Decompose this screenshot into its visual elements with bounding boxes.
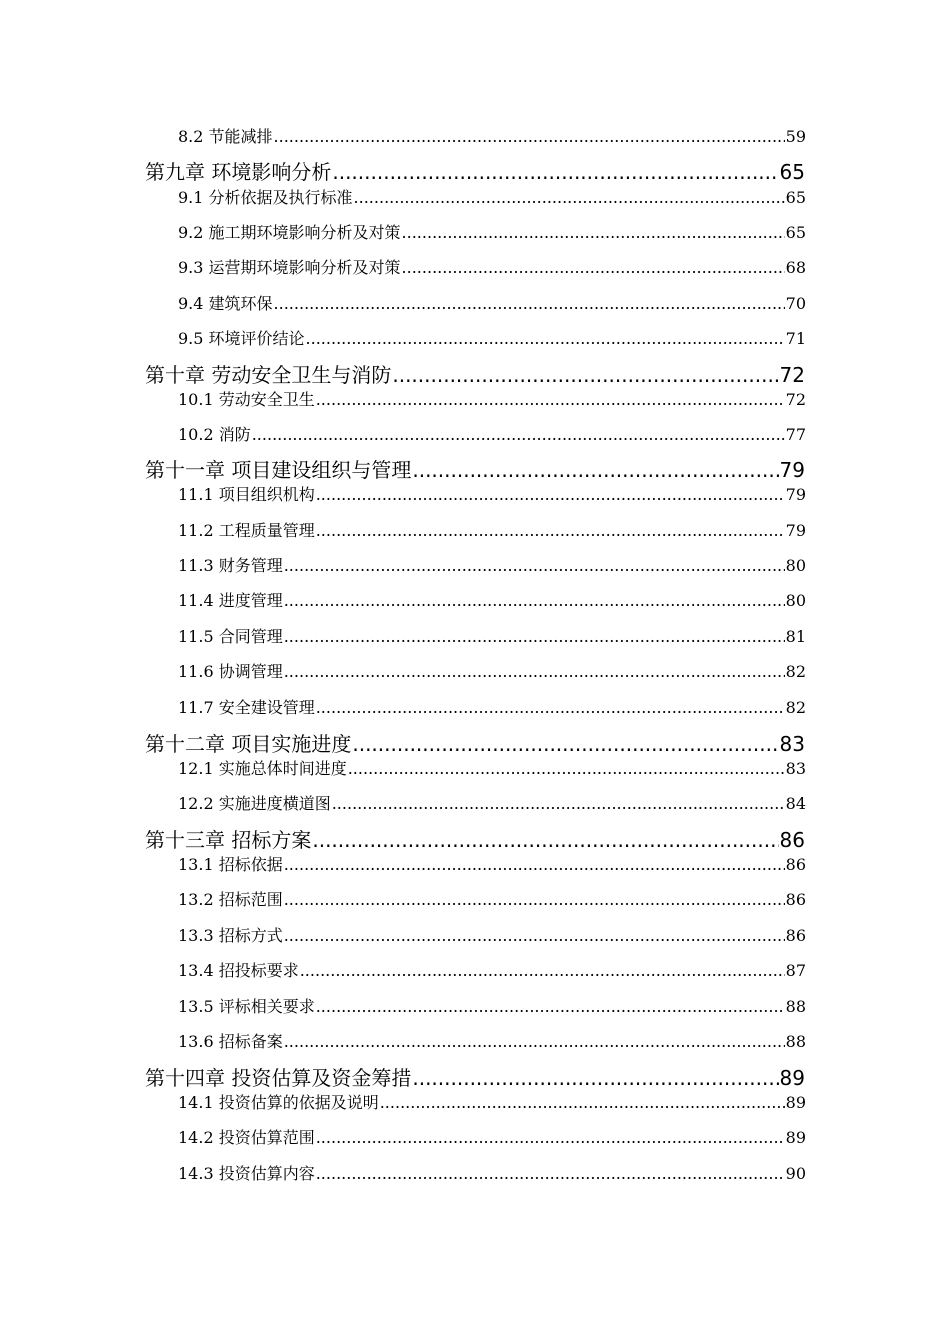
toc-entry-page: 83 bbox=[785, 759, 806, 778]
toc-chapter-title: 第十二章 项目实施进度 bbox=[145, 732, 352, 756]
toc-entry-page: 86 bbox=[785, 855, 806, 874]
toc-chapter-title: 第九章 环境影响分析 bbox=[145, 160, 332, 184]
toc-chapter-page: 65 bbox=[779, 160, 805, 184]
toc-entry-title: 9.1 分析依据及执行标准 bbox=[178, 188, 353, 207]
toc-chapter-page: 89 bbox=[779, 1066, 805, 1090]
toc-entry[interactable] bbox=[178, 697, 806, 719]
toc-entry[interactable] bbox=[178, 293, 806, 315]
toc-entry-title: 8.2 节能减排 bbox=[178, 127, 273, 146]
toc-entry-page: 86 bbox=[785, 926, 806, 945]
toc-entry[interactable] bbox=[178, 257, 806, 279]
toc-entry-title: 13.4 招投标要求 bbox=[178, 961, 299, 980]
toc-entry-title: 14.3 投资估算内容 bbox=[178, 1164, 315, 1183]
dot-leader bbox=[316, 996, 785, 1018]
toc-entry-page: 88 bbox=[785, 997, 806, 1016]
dot-leader bbox=[274, 126, 785, 148]
toc-entry[interactable] bbox=[178, 758, 806, 780]
toc-entry-title: 11.7 安全建设管理 bbox=[178, 698, 315, 717]
toc-entry-title: 10.1 劳动安全卫生 bbox=[178, 390, 315, 409]
toc-entry-title: 11.5 合同管理 bbox=[178, 627, 283, 646]
toc-chapter-page: 72 bbox=[779, 363, 805, 387]
toc-entry-page: 80 bbox=[785, 556, 806, 575]
dot-leader bbox=[352, 731, 778, 757]
toc-entry-page: 70 bbox=[785, 294, 806, 313]
toc-entry-title: 13.2 招标范围 bbox=[178, 890, 283, 909]
toc-entry[interactable] bbox=[178, 854, 806, 876]
toc-entry[interactable] bbox=[178, 126, 806, 148]
dot-leader bbox=[412, 1065, 778, 1091]
toc-entry-page: 59 bbox=[785, 127, 806, 146]
toc-entry-title: 11.3 财务管理 bbox=[178, 556, 283, 575]
toc-entry-page: 84 bbox=[785, 794, 806, 813]
toc-entry[interactable] bbox=[178, 661, 806, 683]
dot-leader bbox=[306, 328, 785, 350]
toc-entry[interactable] bbox=[178, 222, 806, 244]
toc-entry[interactable] bbox=[178, 1031, 806, 1053]
dot-leader bbox=[284, 854, 785, 876]
toc-entry-page: 90 bbox=[785, 1164, 806, 1183]
toc-chapter[interactable] bbox=[145, 159, 805, 185]
toc-entry[interactable] bbox=[178, 187, 806, 209]
toc-entry[interactable] bbox=[178, 590, 806, 612]
toc-entry-page: 81 bbox=[785, 627, 806, 646]
dot-leader bbox=[380, 1092, 785, 1114]
toc-entry-title: 9.5 环境评价结论 bbox=[178, 329, 305, 348]
dot-leader bbox=[252, 424, 785, 446]
toc-entry-page: 79 bbox=[785, 521, 806, 540]
toc-entry[interactable] bbox=[178, 960, 806, 982]
dot-leader bbox=[284, 555, 785, 577]
toc-entry[interactable] bbox=[178, 889, 806, 911]
dot-leader bbox=[284, 590, 785, 612]
toc-entry[interactable] bbox=[178, 1092, 806, 1114]
toc-chapter[interactable] bbox=[145, 731, 805, 757]
dot-leader bbox=[332, 793, 785, 815]
toc-entry-title: 10.2 消防 bbox=[178, 425, 251, 444]
dot-leader bbox=[284, 1031, 785, 1053]
toc-entry[interactable] bbox=[178, 626, 806, 648]
toc-chapter-page: 79 bbox=[779, 458, 805, 482]
dot-leader bbox=[348, 758, 785, 780]
toc-entry-page: 89 bbox=[785, 1128, 806, 1147]
dot-leader bbox=[284, 661, 785, 683]
toc-entry-page: 86 bbox=[785, 890, 806, 909]
toc-entry-title: 9.2 施工期环境影响分析及对策 bbox=[178, 223, 401, 242]
toc-entry-title: 11.2 工程质量管理 bbox=[178, 521, 315, 540]
toc-entry[interactable] bbox=[178, 484, 806, 506]
toc-entry[interactable] bbox=[178, 424, 806, 446]
toc-chapter-title: 第十三章 招标方案 bbox=[145, 828, 312, 852]
toc-entry[interactable] bbox=[178, 1163, 806, 1185]
toc-entry-page: 68 bbox=[785, 258, 806, 277]
toc-entry[interactable] bbox=[178, 555, 806, 577]
dot-leader bbox=[316, 1163, 785, 1185]
toc-entry-title: 13.5 评标相关要求 bbox=[178, 997, 315, 1016]
dot-leader bbox=[312, 827, 778, 853]
dot-leader bbox=[284, 626, 785, 648]
toc-entry-page: 82 bbox=[785, 662, 806, 681]
dot-leader bbox=[316, 697, 785, 719]
dot-leader bbox=[332, 159, 778, 185]
toc-entry-page: 71 bbox=[785, 329, 806, 348]
toc-entry-page: 65 bbox=[785, 188, 806, 207]
dot-leader bbox=[392, 362, 778, 388]
toc-entry-page: 77 bbox=[785, 425, 806, 444]
toc-entry-page: 80 bbox=[785, 591, 806, 610]
toc-entry-title: 11.6 协调管理 bbox=[178, 662, 283, 681]
dot-leader bbox=[316, 520, 785, 542]
toc-entry-title: 13.3 招标方式 bbox=[178, 926, 283, 945]
toc-chapter-page: 86 bbox=[779, 828, 805, 852]
toc-chapter-page: 83 bbox=[779, 732, 805, 756]
toc-entry[interactable] bbox=[178, 328, 806, 350]
toc-entry-page: 79 bbox=[785, 485, 806, 504]
toc-chapter-title: 第十一章 项目建设组织与管理 bbox=[145, 458, 412, 482]
toc-chapter[interactable] bbox=[145, 362, 805, 388]
toc-entry-page: 65 bbox=[785, 223, 806, 242]
toc-chapter[interactable] bbox=[145, 827, 805, 853]
dot-leader bbox=[316, 389, 785, 411]
toc-entry[interactable] bbox=[178, 925, 806, 947]
dot-leader bbox=[412, 457, 778, 483]
dot-leader bbox=[316, 1127, 785, 1149]
toc-entry-title: 14.1 投资估算的依据及说明 bbox=[178, 1093, 379, 1112]
toc-entry-title: 13.6 招标备案 bbox=[178, 1032, 283, 1051]
dot-leader bbox=[316, 484, 785, 506]
toc-entry-title: 11.4 进度管理 bbox=[178, 591, 283, 610]
toc-entry-title: 12.1 实施总体时间进度 bbox=[178, 759, 347, 778]
toc-entry-title: 9.3 运营期环境影响分析及对策 bbox=[178, 258, 401, 277]
dot-leader bbox=[274, 293, 785, 315]
toc-entry-title: 9.4 建筑环保 bbox=[178, 294, 273, 313]
toc-entry-page: 72 bbox=[785, 390, 806, 409]
toc-entry-title: 11.1 项目组织机构 bbox=[178, 485, 315, 504]
toc-entry-title: 14.2 投资估算范围 bbox=[178, 1128, 315, 1147]
toc-entry-title: 12.2 实施进度横道图 bbox=[178, 794, 331, 813]
toc-entry[interactable] bbox=[178, 389, 806, 411]
toc-chapter-title: 第十四章 投资估算及资金筹措 bbox=[145, 1066, 412, 1090]
toc-entry-page: 88 bbox=[785, 1032, 806, 1051]
toc-entry[interactable] bbox=[178, 793, 806, 815]
dot-leader bbox=[402, 222, 785, 244]
dot-leader bbox=[284, 925, 785, 947]
dot-leader bbox=[402, 257, 785, 279]
toc-entry[interactable] bbox=[178, 996, 806, 1018]
toc-entry-page: 82 bbox=[785, 698, 806, 717]
toc-entry[interactable] bbox=[178, 520, 806, 542]
dot-leader bbox=[284, 889, 785, 911]
toc-entry-page: 87 bbox=[785, 961, 806, 980]
toc-entry-page: 89 bbox=[785, 1093, 806, 1112]
toc-entry[interactable] bbox=[178, 1127, 806, 1149]
toc-chapter-title: 第十章 劳动安全卫生与消防 bbox=[145, 363, 392, 387]
dot-leader bbox=[354, 187, 785, 209]
toc-entry-title: 13.1 招标依据 bbox=[178, 855, 283, 874]
toc-chapter[interactable] bbox=[145, 1065, 805, 1091]
toc-chapter[interactable] bbox=[145, 457, 805, 483]
dot-leader bbox=[300, 960, 785, 982]
